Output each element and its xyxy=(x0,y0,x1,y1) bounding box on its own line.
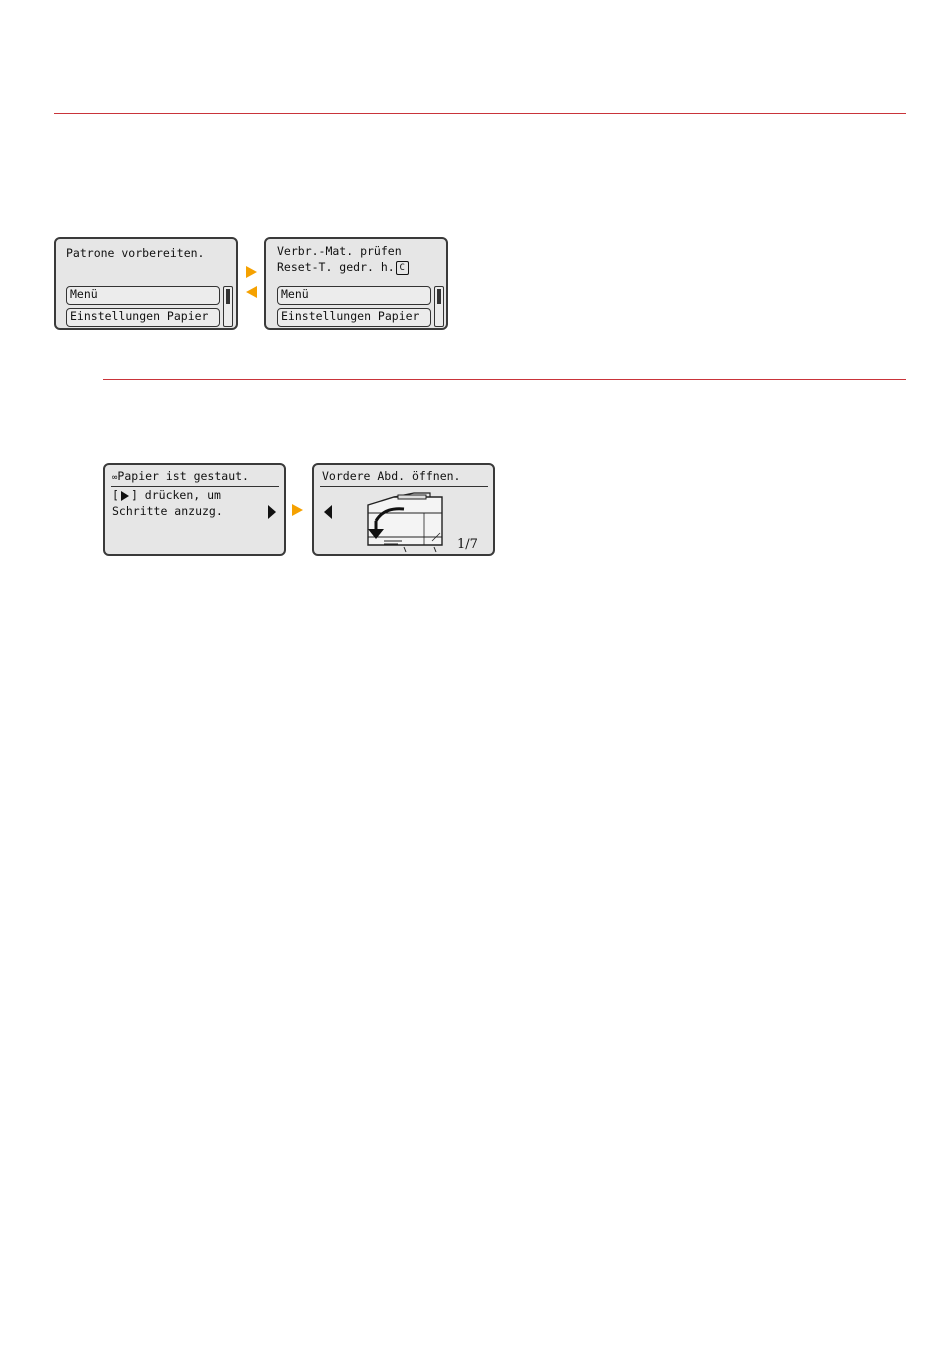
step-counter: 1/7 xyxy=(457,537,478,552)
lcd-line-3: Schritte anzuzg. xyxy=(112,504,223,518)
lcd-title xyxy=(112,468,249,486)
section-divider xyxy=(103,379,906,380)
printer-open-cover-illustration xyxy=(354,491,452,553)
lcd-screen-cartridge-prepare xyxy=(54,237,238,330)
jam-icon: ∞ xyxy=(112,473,118,483)
next-arrow-icon xyxy=(292,504,303,516)
lcd-title: Vordere Abd. öffnen. xyxy=(322,469,461,483)
paper-settings-button[interactable]: Einstellungen Papier xyxy=(277,308,431,327)
lcd-screen-check-consumables xyxy=(264,237,448,330)
scrollbar[interactable] xyxy=(434,286,444,327)
lcd-separator xyxy=(320,486,488,487)
prev-step-icon[interactable] xyxy=(324,505,332,519)
lcd-title-text: Papier ist gestaut. xyxy=(117,469,249,483)
lcd-screen-paper-jam xyxy=(103,463,286,556)
lcd-line-2-text: Reset-T. gedr. h. xyxy=(277,260,395,274)
next-step-icon[interactable] xyxy=(268,505,276,519)
menu-button[interactable]: Menü xyxy=(66,286,220,305)
lcd-line-1: Verbr.-Mat. prüfen xyxy=(277,244,402,258)
prev-arrow-icon xyxy=(246,286,257,298)
copy-key-icon: C xyxy=(396,261,409,275)
lcd-message: Patrone vorbereiten. xyxy=(66,246,205,260)
lcd-screen-open-front-cover xyxy=(312,463,495,556)
top-divider xyxy=(54,113,906,114)
play-key-icon xyxy=(121,491,129,501)
lcd-line-2: [ ] drücken, um xyxy=(112,488,221,502)
next-arrow-icon xyxy=(246,266,257,278)
lcd-line-2-text: drücken, um xyxy=(144,488,221,502)
menu-button[interactable]: Menü xyxy=(277,286,431,305)
lcd-line-2 xyxy=(277,259,409,275)
scrollbar[interactable] xyxy=(223,286,233,327)
paper-settings-button[interactable]: Einstellungen Papier xyxy=(66,308,220,327)
